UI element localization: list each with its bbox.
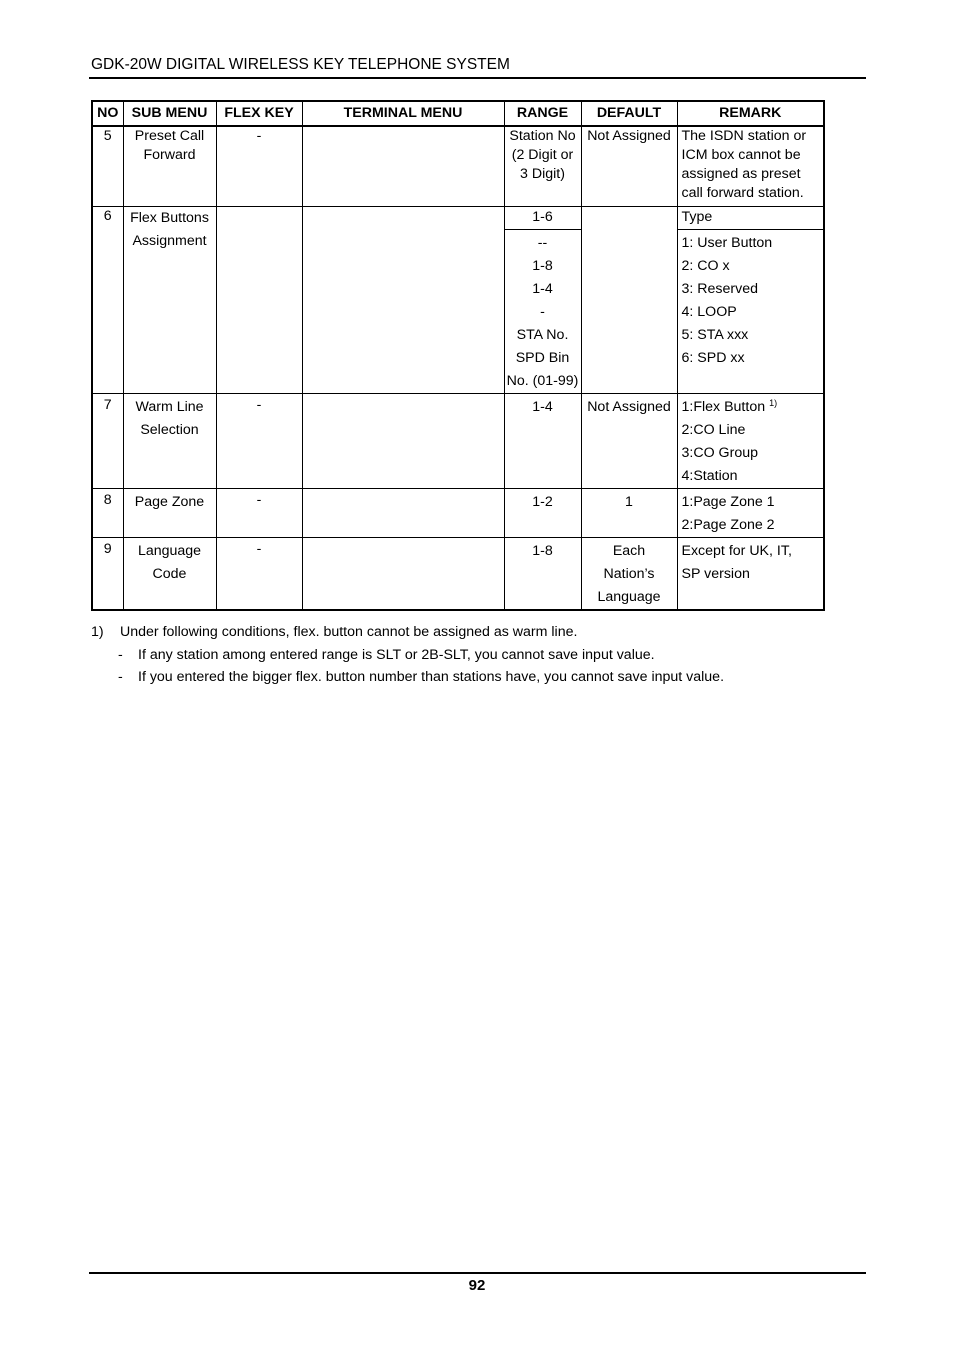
- col-header-flex-key: FLEX KEY: [216, 101, 302, 126]
- cell-text: 4:Station: [681, 467, 738, 484]
- cell-text: 1: User Button: [681, 234, 773, 251]
- table-row: [92, 206, 824, 229]
- cell-text: 1-4: [532, 280, 553, 297]
- cell-sub-menu: [123, 488, 216, 537]
- cell-text: 2:Page Zone 2: [681, 516, 775, 533]
- document-header-title: GDK-20W DIGITAL WIRELESS KEY TELEPHONE SYSTEM: [91, 56, 510, 73]
- cell-text: assigned as preset: [681, 166, 801, 182]
- cell-flex-key: -: [216, 126, 302, 206]
- cell-default: [581, 537, 677, 610]
- col-header-default: DEFAULT: [581, 101, 677, 126]
- cell-range: [504, 229, 581, 393]
- cell-text: Not Assigned: [587, 128, 671, 144]
- col-header-no: NO: [92, 101, 123, 126]
- cell-text: Station No: [509, 128, 576, 144]
- cell-text: SP version: [681, 565, 750, 582]
- table-row: [92, 537, 824, 610]
- cell-text: 5: STA xxx: [681, 326, 749, 343]
- table-row: [92, 126, 824, 206]
- cell-range: [504, 393, 581, 488]
- header-rule: [89, 77, 866, 79]
- col-header-remark: REMARK: [677, 101, 824, 126]
- cell-terminal-menu: [302, 126, 504, 206]
- cell-range: [504, 537, 581, 610]
- footer-rule: [89, 1272, 866, 1274]
- cell-text: --: [537, 234, 548, 251]
- cell-range-type: 1-6: [504, 206, 581, 229]
- cell-text: call forward station.: [681, 185, 804, 201]
- col-header-terminal-menu: TERMINAL MENU: [302, 101, 504, 126]
- cell-flex-key: [216, 206, 302, 393]
- cell-text: Page Zone: [134, 493, 205, 510]
- bullet-dash: -: [118, 647, 123, 663]
- cell-no: 7: [92, 393, 123, 488]
- cell-text: Warm Line: [135, 398, 204, 415]
- cell-text: 3 Digit): [520, 166, 565, 182]
- cell-text: Flex Buttons: [130, 209, 209, 226]
- cell-default: [581, 393, 677, 488]
- cell-text: -: [540, 303, 545, 320]
- bullet-text: If you entered the bigger flex. button number than stations have, you cannot save input value.: [138, 669, 725, 685]
- cell-remark: [677, 393, 824, 488]
- cell-text: Assignment: [132, 232, 207, 249]
- cell-text: Nation’s: [603, 565, 655, 582]
- table-row: [92, 393, 824, 488]
- cell-terminal-menu: [302, 488, 504, 537]
- col-header-range: RANGE: [504, 101, 581, 126]
- cell-text-with-footnote: [682, 396, 820, 419]
- table-row: [92, 488, 824, 537]
- cell-text: 2:CO Line: [681, 421, 746, 438]
- table-header-row: [92, 101, 824, 126]
- cell-remark: [677, 488, 824, 537]
- cell-text: STA No.: [516, 326, 569, 343]
- cell-remark-type: Type: [677, 206, 824, 229]
- cell-remark: [677, 229, 824, 393]
- cell-terminal-menu: [302, 206, 504, 393]
- cell-terminal-menu: [302, 537, 504, 610]
- cell-no: 5: [92, 126, 123, 206]
- cell-flex-key: -: [216, 488, 302, 537]
- col-header-sub-menu: SUB MENU: [123, 101, 216, 126]
- cell-range: [504, 126, 581, 206]
- cell-default: [581, 126, 677, 206]
- footnote-ref: 1): [769, 397, 778, 408]
- cell-sub-menu: [123, 537, 216, 610]
- cell-text: Preset Call: [134, 128, 205, 144]
- footnote-text: Under following conditions, flex. button cannot be assigned as warm line.: [120, 624, 578, 640]
- bullet-text: If any station among entered range is SLT or 2B-SLT, you cannot save input value.: [138, 647, 655, 663]
- cell-no: 8: [92, 488, 123, 537]
- cell-sub-menu: [123, 393, 216, 488]
- cell-flex-key: -: [216, 537, 302, 610]
- cell-text: ICM box cannot be: [681, 147, 801, 163]
- cell-text: (2 Digit or: [511, 147, 574, 163]
- cell-flex-key: -: [216, 393, 302, 488]
- cell-default: [581, 488, 677, 537]
- cell-text: 3: Reserved: [681, 280, 758, 297]
- cell-text: 1:Page Zone 1: [681, 493, 775, 510]
- cell-text: 2: CO x: [681, 257, 730, 274]
- cell-text: 4: LOOP: [681, 303, 737, 320]
- cell-text: Selection: [140, 421, 199, 438]
- cell-no: 9: [92, 537, 123, 610]
- cell-text: Not Assigned: [587, 398, 671, 415]
- cell-text: 1-8: [532, 542, 553, 559]
- cell-text: Code: [152, 565, 187, 582]
- cell-sub-menu: [123, 126, 216, 206]
- cell-text: 1: [625, 493, 633, 510]
- cell-no: 6: [92, 206, 123, 393]
- cell-text: Forward: [143, 147, 196, 163]
- cell-text: 6: SPD xx: [681, 349, 745, 366]
- cell-remark: [677, 537, 824, 610]
- cell-text: SPD Bin: [515, 349, 570, 366]
- cell-text: 1-8: [532, 257, 553, 274]
- cell-sub-menu: [123, 206, 216, 393]
- footnote-number: 1): [91, 624, 104, 640]
- cell-text: 1:Flex Button: [681, 398, 766, 415]
- cell-text: Each: [612, 542, 646, 559]
- cell-text: No. (01-99): [506, 372, 579, 389]
- cell-text: 1-2: [532, 493, 553, 510]
- page-number: 92: [468, 1277, 486, 1294]
- cell-text: 1-4: [532, 398, 553, 415]
- cell-text: Language: [137, 542, 202, 559]
- cell-terminal-menu: [302, 393, 504, 488]
- cell-range: [504, 488, 581, 537]
- cell-text: Language: [597, 588, 661, 605]
- menu-spec-table: [91, 100, 825, 611]
- cell-default: [581, 206, 677, 393]
- bullet-dash: -: [118, 669, 123, 685]
- cell-text: Except for UK, IT,: [681, 542, 792, 559]
- cell-text: The ISDN station or: [681, 128, 807, 144]
- cell-text: 3:CO Group: [681, 444, 758, 461]
- cell-remark: [677, 126, 824, 206]
